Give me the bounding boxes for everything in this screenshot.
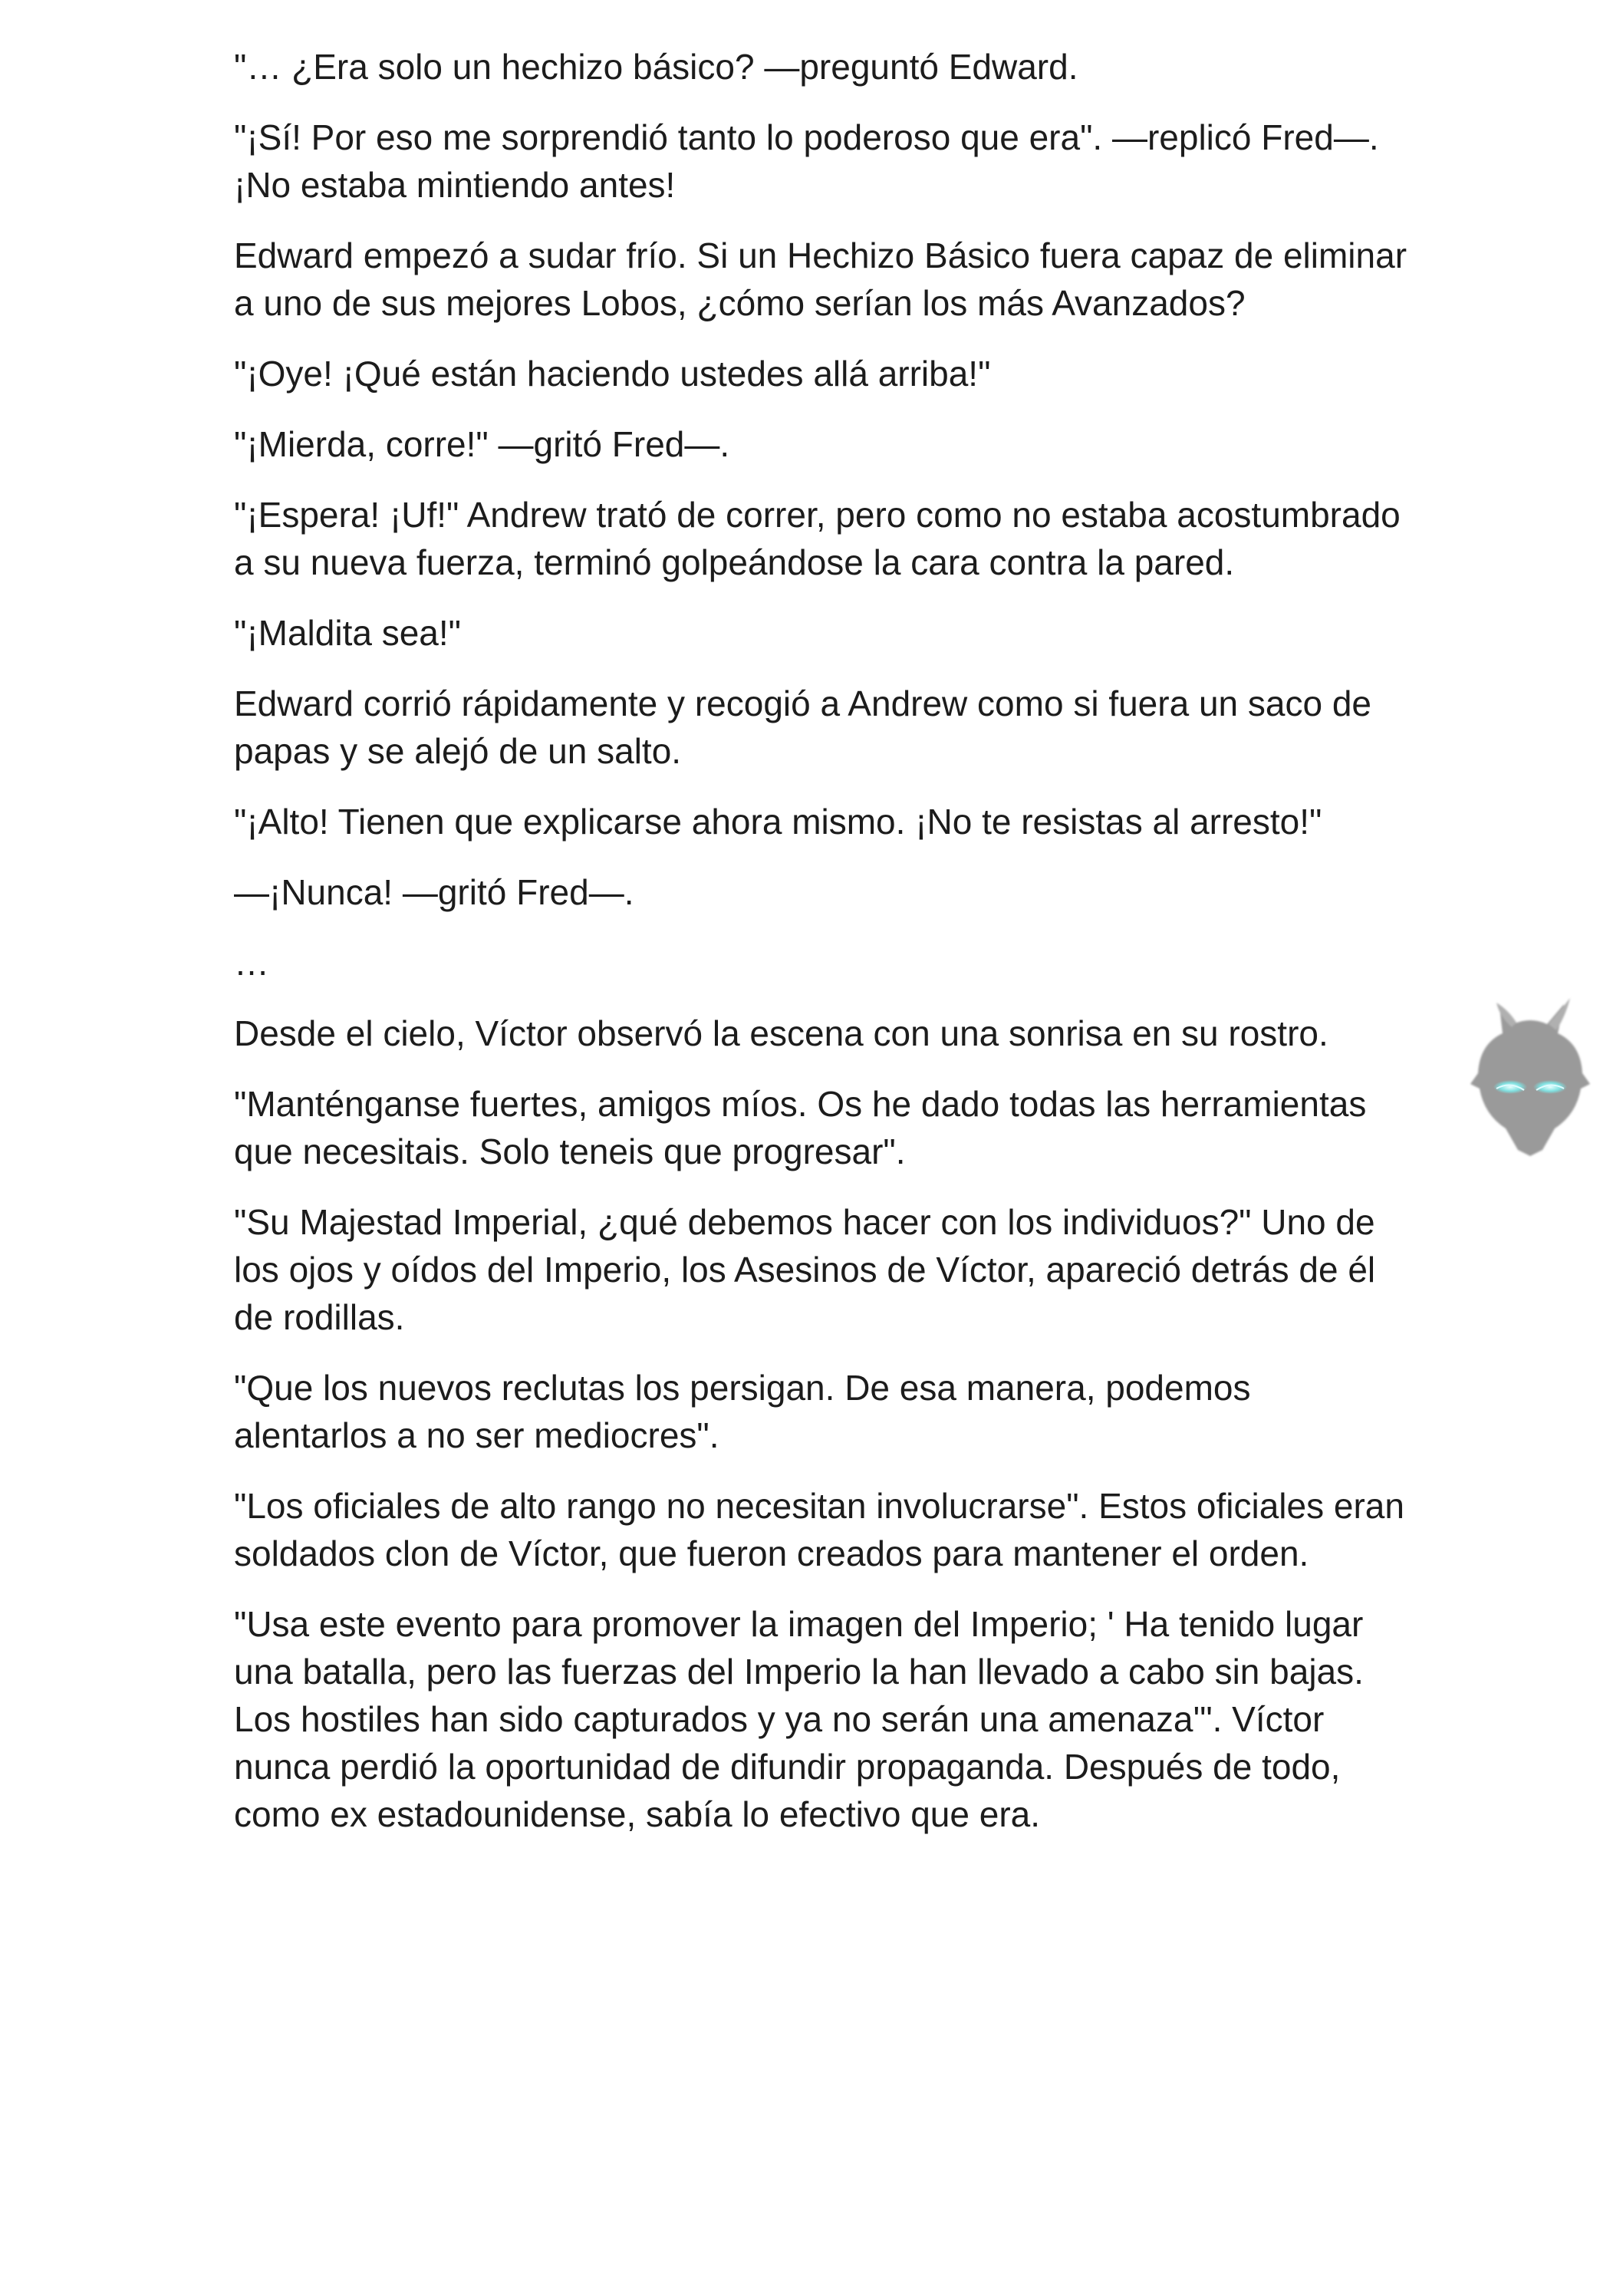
paragraph: "¡Mierda, corre!" —gritó Fred—. [234,424,730,464]
paragraph: "¡Maldita sea!" [234,613,461,653]
paragraph: "¡Oye! ¡Qué están haciendo ustedes allá arriba!" [234,354,991,394]
paragraph: "… ¿Era solo un hechizo básico? —preguntó Edward. [234,47,1078,87]
paragraph: "Los oficiales de alto rango no necesitan involucrarse". Estos oficiales eran soldados clon de Víctor, que fueron creados para mantener el orden. [234,1486,1404,1573]
text-column [234,43,1407,1861]
paragraph: "¡Espera! ¡Uf!" Andrew trató de correr, pero como no estaba acostumbrado a su nueva fuerza, terminó golpeándose la cara contra la pared. [234,495,1401,582]
paragraph: "Que los nuevos reclutas los persigan. De esa manera, podemos alentarlos a no ser mediocres". [234,1368,1251,1455]
logo-head [1470,998,1590,1156]
paragraph: Edward empezó a sudar frío. Si un Hechizo Básico fuera capaz de eliminar a uno de sus mejores Lobos, ¿cómo serían los más Avanzados? [234,236,1407,323]
paragraph: Desde el cielo, Víctor observó la escena con una sonrisa en su rostro. [234,1013,1328,1053]
paragraph: Edward corrió rápidamente y recogió a Andrew como si fuera un saco de papas y se alejó de un salto. [234,684,1372,771]
paragraph: "¡Alto! Tienen que explicarse ahora mismo. ¡No te resistas al arresto!" [234,802,1322,842]
paragraph: —¡Nunca! —gritó Fred—. [234,872,634,912]
demon-head-logo-icon [1469,993,1592,1162]
paragraph: "Usa este evento para promover la imagen del Imperio; ' Ha tenido lugar una batalla, pero las fuerzas del Imperio la han llevado a cabo sin bajas. Los hostiles han sido capturados y ya no serán una amenaza'". Víctor nunca perdió la oportunidad de difundir propaganda. Después de todo, como ex estadounidense, sabía lo efectivo que era. [234,1604,1364,1834]
paragraph: "Manténganse fuertes, amigos míos. Os he dado todas las herramientas que necesitais. Solo teneis que progresar". [234,1084,1367,1171]
scene-break: … [234,943,269,983]
paragraph: "¡Sí! Por eso me sorprendió tanto lo poderoso que era". —replicó Fred—. ¡No estaba mintiendo antes! [234,117,1379,205]
paragraph: "Su Majestad Imperial, ¿qué debemos hacer con los individuos?" Uno de los ojos y oídos del Imperio, los Asesinos de Víctor, apareció detrás de él de rodillas. [234,1202,1376,1337]
